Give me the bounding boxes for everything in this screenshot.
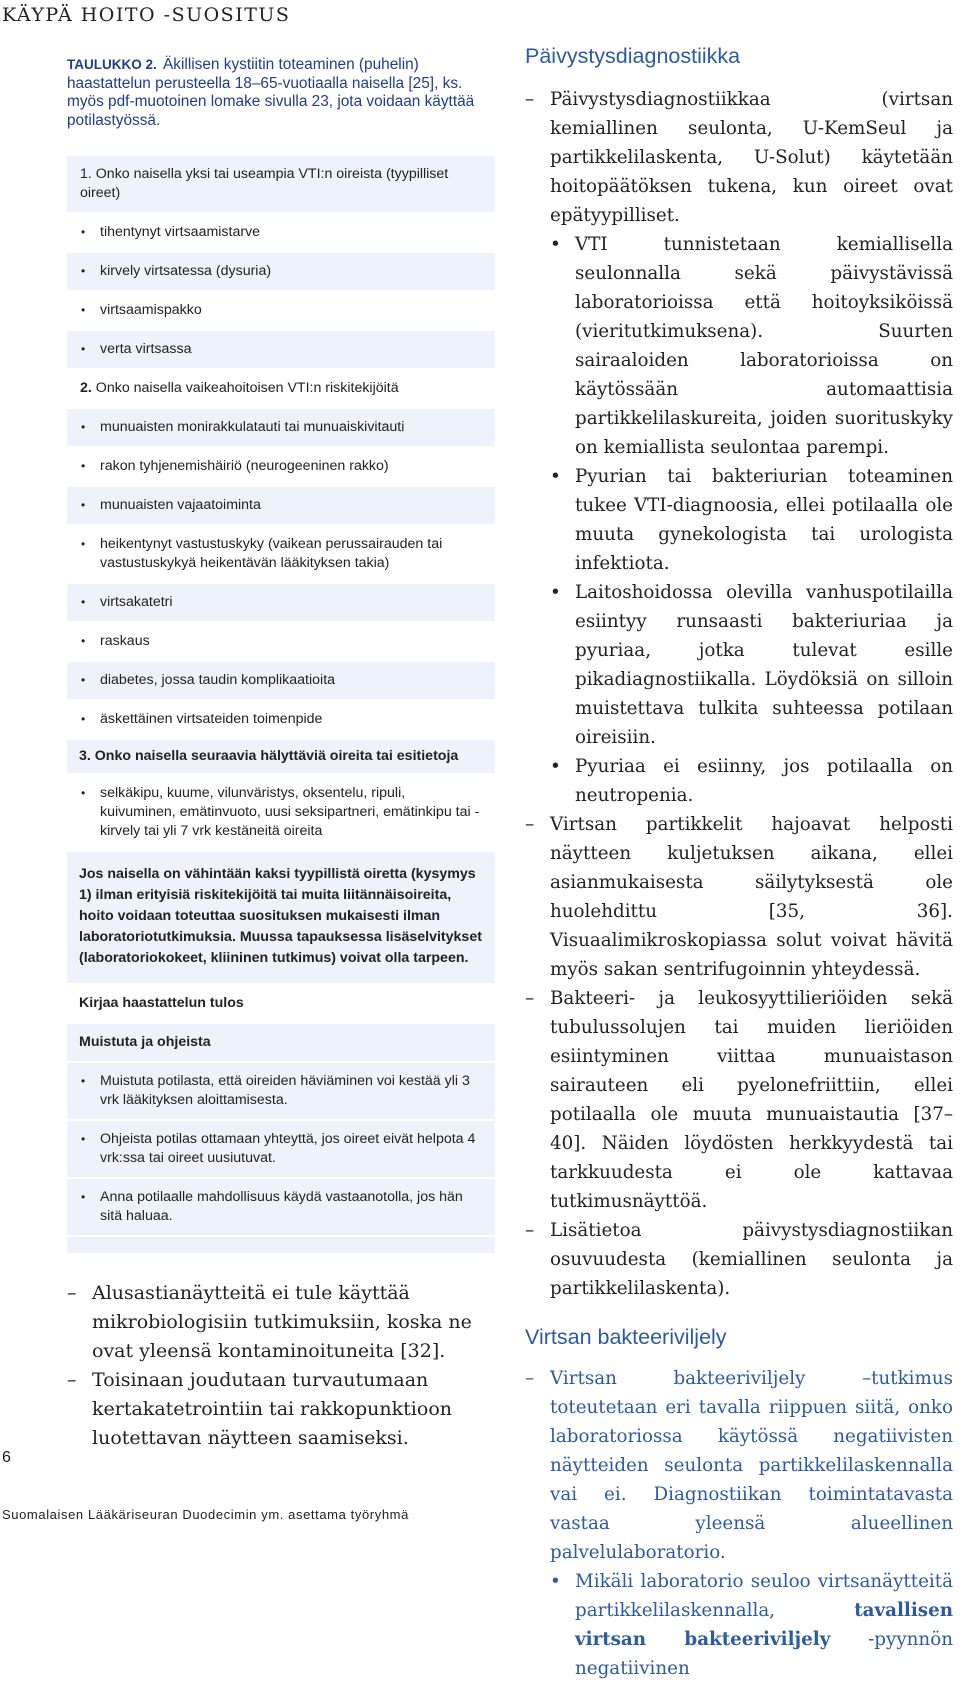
culture-text bbox=[523, 1364, 953, 1683]
table-caption-tag: TAULUKKO 2. bbox=[67, 57, 157, 72]
q1-item: • virtsaamispakko bbox=[67, 292, 495, 331]
question-1: 1. Onko naisella yksi tai useampia VTI:n oireista (tyypilliset oireet) bbox=[67, 156, 495, 214]
right-paragraph: – Päivystysdiagnostiikkaa (virtsan kemiallinen seulonta, U-KemSeul ja partikkelilaskenta, U-Solut) käytetään hoitopäätöksen tukena, kun oireet ovat epätyypilliset. bbox=[523, 85, 953, 230]
right-paragraph-link[interactable]: – Virtsan bakteeriviljely –tutkimus toteutetaan eri tavalla riippuen siitä, onko laboratoriossa käytössä negatiivisten näytteiden seulonta partikkelilaskennalla vai ei. Diagnostiikan toimintatavasta vastaa yleensä alueellinen palvelulaboratorio. bbox=[523, 1364, 953, 1567]
q2-item: • diabetes, jossa taudin komplikaatioita bbox=[67, 662, 495, 701]
question-2-number: 2. bbox=[80, 380, 92, 396]
question-2-text: Onko naisella vaikeahoitoisen VTI:n riskitekijöitä bbox=[95, 380, 399, 396]
right-paragraph: – Lisätietoa päivystysdiagnostiikan osuvuudesta (kemiallinen seulonta ja partikkelilaskenta). bbox=[523, 1216, 953, 1303]
bullet-text-end: -pyynnön negatiivinen bbox=[575, 1629, 953, 1679]
left-paragraph: – Alusastianäytteitä ei tule käyttää mikrobiologisiin tutkimuksiin, koska ne ovat yleensä kontaminoituneita [32]. bbox=[67, 1279, 495, 1366]
q2-item: • äskettäinen virtsateiden toimenpide bbox=[67, 701, 495, 740]
record-result: Kirjaa haastattelun tulos bbox=[67, 985, 495, 1024]
remind-item: • Anna potilaalle mahdollisuus käydä vastaanotolla, jos hän sitä haluaa. bbox=[67, 1179, 495, 1237]
left-body-text bbox=[67, 1279, 495, 1453]
table-end bbox=[67, 1237, 495, 1253]
q1-item: • verta virtsassa bbox=[67, 331, 495, 370]
right-bullet: • Laitoshoidossa olevilla vanhuspotilailla esiintyy runsaasti bakteriuriaa ja pyuriaa, jotka tulevat esille pikadiagnostiikalla. Löydöksiä on silloin muistettava tulkita suhteessa potilaan oireisiin. bbox=[523, 578, 953, 752]
conclusion: Jos naisella on vähintään kaksi tyypillistä oiretta (kysymys 1) ilman erityisiä riskitekijöitä tai muita liitännäisoireita, hoito voidaan toteuttaa suosituksen mukaisesti ilman laboratoriotutkimuksia. Muussa tapauksessa lisäselvitykset (laboratoriokokeet, kliininen tutkimus) voivat olla tarpeen. bbox=[67, 852, 495, 985]
remind-item: • Ohjeista potilas ottamaan yhteyttä, jos oireet eivät helpota 4 vrk:ssa tai oireet uusiutuvat. bbox=[67, 1121, 495, 1179]
running-header: KÄYPÄ HOITO -SUOSITUS bbox=[2, 4, 291, 26]
emergency-diagnostics-text bbox=[523, 85, 953, 1303]
section-heading-emergency: Päivystysdiagnostiikka bbox=[525, 44, 741, 68]
q1-item: • tihentynyt virtsaamistarve bbox=[67, 214, 495, 253]
left-paragraph: – Toisinaan joudutaan turvautumaan kertakatetrointiin tai rakkopunktioon luotettavan näytteen saamiseksi. bbox=[67, 1366, 495, 1453]
right-bullet-link[interactable] bbox=[523, 1567, 953, 1683]
right-bullet: • Pyurian tai bakteriurian toteaminen tukee VTI-diagnoosia, ellei potilaalla ole muuta gynekologista tai urologista infektiota. bbox=[523, 462, 953, 578]
right-paragraph: – Virtsan partikkelit hajoavat helposti näytteen kuljetuksen aikana, ellei asianmukaisesta säilytyksestä ole huolehdittu [35, 36]. Visuaalimikroskopiassa solut voivat hävitä myös sakan sentrifugoinnin yhteydessä. bbox=[523, 810, 953, 984]
right-bullet: • VTI tunnistetaan kemiallisella seulonnalla sekä päivystävissä laboratorioissa että hoitoyksiköissä (vieritutkimuksena). Suurten sairaaloiden laboratorioissa on käytössään automaattisia partikkelilaskureita, joiden suorituskyky on kemiallista seulontaa parempi. bbox=[523, 230, 953, 462]
interview-table bbox=[67, 156, 495, 1253]
q3-item: • selkäkipu, kuume, vilunväristys, oksentelu, ripuli, kuivuminen, emätinvuoto, uusi seksipartneri, emätinkipu tai -kirvely tai yli 7 vrk kestäneitä oireita bbox=[67, 775, 495, 852]
question-3: 3. Onko naisella seuraavia hälyttäviä oireita tai esitietoja bbox=[67, 740, 495, 775]
left-column bbox=[67, 56, 495, 1453]
bullet-bold-text: tavallisen virtsan bakteeriviljely bbox=[575, 1600, 953, 1650]
table-caption-text: Äkillisen kystiitin toteaminen (puhelin) haastattelun perusteella 18–65-vuotiaalla naisella [25], ks. myös pdf-muotoinen lomake sivulla 23, jota voidaan käyttää potilastyössä. bbox=[67, 56, 475, 129]
q2-item: • munuaisten monirakkulatauti tai munuaiskivitauti bbox=[67, 409, 495, 448]
section-heading-culture: Virtsan bakteeriviljely bbox=[525, 1325, 727, 1349]
right-paragraph: – Bakteeri- ja leukosyyttilieriöiden sekä tubulussolujen tai muiden lieriöiden esiintyminen viittaa munuaistason sairauteen eli pyelonefriittiin, ellei potilaalla ole muuta munuaistautia [37–40]. Näiden löydösten herkkyydestä tai tarkkuudesta ei ole kattavaa tutkimusnäyttöä. bbox=[523, 984, 953, 1216]
right-bullet: • Pyuriaa ei esiinny, jos potilaalla on neutropenia. bbox=[523, 752, 953, 810]
q2-item: • raskaus bbox=[67, 623, 495, 662]
right-column bbox=[523, 44, 953, 1683]
table-caption bbox=[67, 56, 495, 130]
bullet-text: Mikäli laboratorio seuloo virtsanäytteitä partikkelilaskennalla, bbox=[575, 1571, 953, 1621]
q2-item: • rakon tyhjenemishäiriö (neurogeeninen rakko) bbox=[67, 448, 495, 487]
q2-item: • munuaisten vajaatoiminta bbox=[67, 487, 495, 526]
question-2 bbox=[67, 370, 495, 409]
page-number: 6 bbox=[2, 1449, 11, 1466]
page-footer: Suomalaisen Lääkäriseuran Duodecimin ym. asettama työryhmä bbox=[2, 1507, 409, 1522]
q2-item: • virtsakatetri bbox=[67, 584, 495, 623]
remind-item: • Muistuta potilasta, että oireiden häviäminen voi kestää yli 3 vrk lääkityksen aloittamisesta. bbox=[67, 1063, 495, 1121]
q1-item: • kirvely virtsatessa (dysuria) bbox=[67, 253, 495, 292]
remind-heading: Muistuta ja ohjeista bbox=[67, 1024, 495, 1063]
q2-item: • heikentynyt vastustuskyky (vaikean perussairauden tai vastustuskykyä heikentävän lääkityksen takia) bbox=[67, 526, 495, 584]
